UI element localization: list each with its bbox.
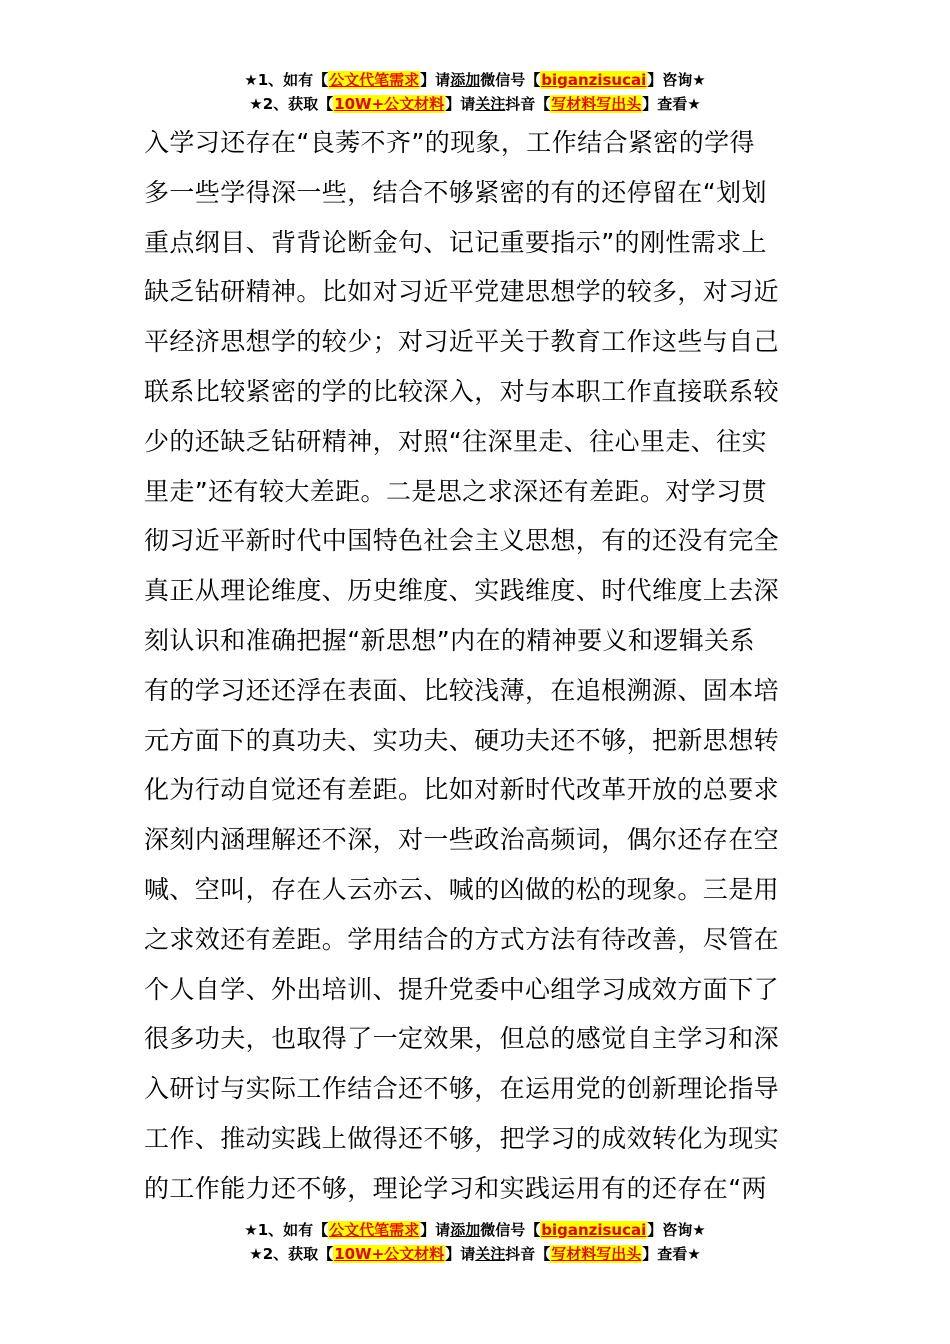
banner-text: 微信号【 [480,1221,541,1239]
header-banner [0,68,950,116]
body-line: 里走”还有较大差距。二是思之求深还有差距。对学习贯 [144,476,767,506]
banner-line-1 [0,1218,950,1242]
banner-text: 】咨询★ [647,1221,706,1239]
banner-text: 】查看★ [642,1245,701,1263]
body-line: 深刻内涵理解还不深，对一些政治高频词，偶尔还存在空 [144,825,780,855]
banner-emphasis: 关注 [475,95,506,113]
banner-highlight: 公文代笔需求 [329,71,420,89]
banner-text: ★2、获取【 [249,95,334,113]
body-line: 多一些学得深一些，结合不够紧密的有的还停留在“划划 [144,177,767,207]
body-line: 入学习还存在“良莠不齐”的现象，工作结合紧密的学得 [144,128,755,157]
banner-emphasis: 添加 [450,71,481,89]
banner-line-2 [0,92,950,116]
banner-text: 】请 [445,1245,476,1263]
body-line: 有的学习还还浮在表面、比较浅薄，在追根溯源、固本培 [144,675,780,705]
body-line: 元方面下的真功夫、实功夫、硬功夫还不够，把新思想转 [144,725,780,755]
banner-text: 】查看★ [642,95,701,113]
body-line: 联系比较紧密的学的比较深入，对与本职工作直接联系较 [144,376,780,406]
body-line: 个人自学、外出培训、提升党委中心组学习成效方面下了 [144,974,780,1004]
body-line: 彻习近平新时代中国特色社会主义思想，有的还没有完全 [144,526,780,556]
banner-text: ★1、如有【 [244,1221,329,1239]
body-line: 工作、推动实践上做得还不够，把学习的成效转化为现实 [144,1123,780,1153]
banner-line-2 [0,1242,950,1266]
body-line: 平经济思想学的较少；对习近平关于教育工作这些与自己 [144,327,780,357]
banner-emphasis: 关注 [475,1245,506,1263]
banner-highlight: biganzisucai [541,1221,647,1239]
banner-text: 】咨询★ [647,71,706,89]
banner-highlight: 写材料写出头 [551,95,642,113]
body-line: 喊、空叫，存在人云亦云、喊的凶做的松的现象。三是用 [144,874,780,904]
banner-text: ★2、获取【 [249,1245,334,1263]
banner-text: 抖音【 [505,1245,551,1263]
banner-text: 】请 [445,95,476,113]
banner-text: 】请 [420,71,451,89]
document-body [144,118,809,1214]
body-line: 少的还缺乏钻研精神，对照“往深里走、往心里走、往实 [144,426,767,456]
banner-highlight: 写材料写出头 [551,1245,642,1263]
body-line: 缺乏钻研精神。比如对习近平党建思想学的较多，对习近 [144,277,780,307]
banner-line-1 [0,68,950,92]
banner-highlight: 公文代笔需求 [329,1221,420,1239]
footer-banner [0,1218,950,1266]
body-line: 重点纲目、背背论断金句、记记重要指示”的刚性需求上 [144,227,767,257]
body-line: 化为行动自觉还有差距。比如对新时代改革开放的总要求 [144,775,780,805]
body-line: 的工作能力还不够，理论学习和实践运用有的还存在“两 [144,1173,767,1203]
banner-emphasis: 添加 [450,1221,481,1239]
body-line: 入研讨与实际工作结合还不够，在运用党的创新理论指导 [144,1074,780,1104]
banner-highlight: 10W+公文材料 [334,95,445,113]
body-line: 很多功夫，也取得了一定效果，但总的感觉自主学习和深 [144,1024,780,1054]
banner-highlight: biganzisucai [541,71,647,89]
banner-text: 】请 [420,1221,451,1239]
body-line: 真正从理论维度、历史维度、实践维度、时代维度上去深 [144,576,780,606]
banner-text: 微信号【 [480,71,541,89]
banner-text: ★1、如有【 [244,71,329,89]
body-line: 之求效还有差距。学用结合的方式方法有待改善，尽管在 [144,924,780,954]
banner-text: 抖音【 [505,95,551,113]
body-line: 刻认识和准确把握“新思想”内在的精神要义和逻辑关系 [144,625,755,655]
banner-highlight: 10W+公文材料 [334,1245,445,1263]
